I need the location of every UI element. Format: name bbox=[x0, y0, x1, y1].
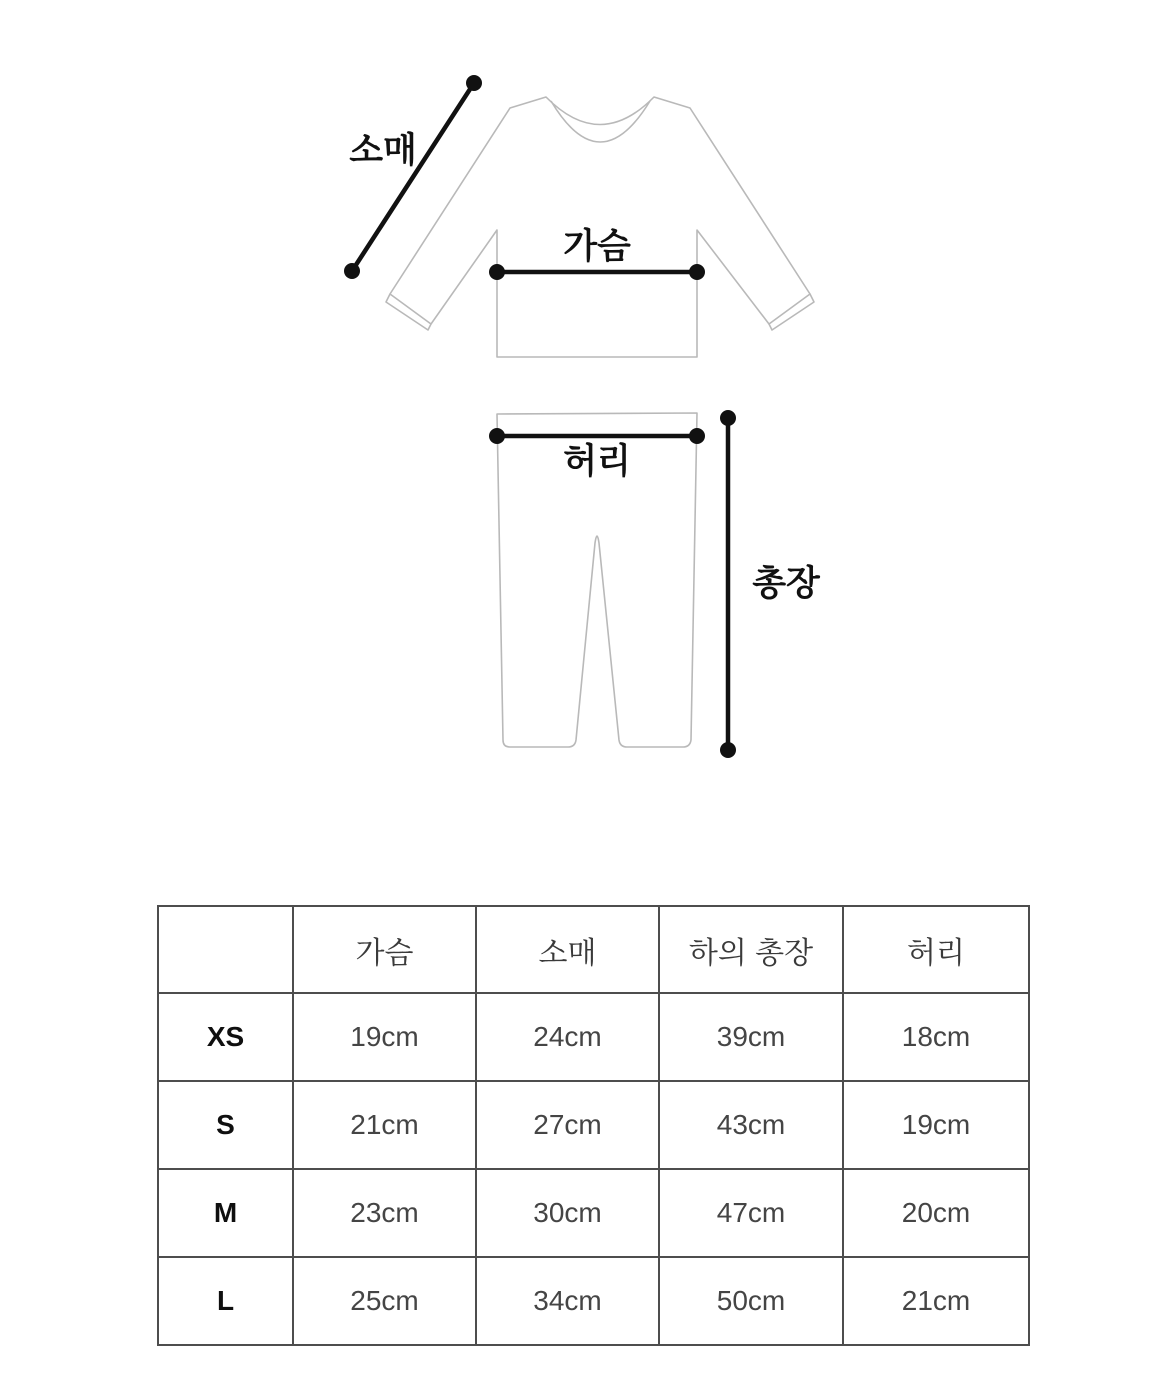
value-cell: 27cm bbox=[476, 1081, 659, 1169]
size-row-xs bbox=[158, 993, 1029, 1081]
value-cell: 39cm bbox=[659, 993, 843, 1081]
pants-diagram bbox=[489, 410, 821, 758]
value-cell: 20cm bbox=[843, 1169, 1029, 1257]
measure-endpoint-dot bbox=[720, 742, 736, 758]
size-label: S bbox=[158, 1081, 293, 1169]
measure-endpoint-dot bbox=[344, 263, 360, 279]
value-cell: 43cm bbox=[659, 1081, 843, 1169]
measure-endpoint-dot bbox=[720, 410, 736, 426]
value-cell: 25cm bbox=[293, 1257, 476, 1345]
value-cell: 50cm bbox=[659, 1257, 843, 1345]
value-cell: 30cm bbox=[476, 1169, 659, 1257]
length-measurement bbox=[720, 410, 821, 758]
value-cell: 21cm bbox=[843, 1257, 1029, 1345]
value-cell: 24cm bbox=[476, 993, 659, 1081]
measure-endpoint-dot bbox=[689, 264, 705, 280]
sleeve-label: 소매 bbox=[349, 131, 417, 170]
header-bottom-length: 하의 총장 bbox=[659, 906, 843, 993]
value-cell: 18cm bbox=[843, 993, 1029, 1081]
value-cell: 34cm bbox=[476, 1257, 659, 1345]
length-label: 총장 bbox=[752, 564, 820, 603]
measure-endpoint-dot bbox=[466, 75, 482, 91]
measure-endpoint-dot bbox=[489, 264, 505, 280]
size-table bbox=[157, 905, 1030, 1346]
size-table-header-row bbox=[158, 906, 1029, 993]
header-chest: 가슴 bbox=[293, 906, 476, 993]
size-row-m bbox=[158, 1169, 1029, 1257]
size-label: L bbox=[158, 1257, 293, 1345]
size-row-l bbox=[158, 1257, 1029, 1345]
size-label: M bbox=[158, 1169, 293, 1257]
measure-endpoint-dot bbox=[689, 428, 705, 444]
waist-label: 허리 bbox=[563, 442, 631, 481]
shirt-diagram bbox=[344, 75, 814, 357]
size-label: XS bbox=[158, 993, 293, 1081]
value-cell: 47cm bbox=[659, 1169, 843, 1257]
value-cell: 23cm bbox=[293, 1169, 476, 1257]
header-sleeve: 소매 bbox=[476, 906, 659, 993]
value-cell: 19cm bbox=[293, 993, 476, 1081]
value-cell: 19cm bbox=[843, 1081, 1029, 1169]
chest-label: 가슴 bbox=[563, 227, 631, 266]
header-empty-cell bbox=[158, 906, 293, 993]
value-cell: 21cm bbox=[293, 1081, 476, 1169]
measure-endpoint-dot bbox=[489, 428, 505, 444]
size-row-s bbox=[158, 1081, 1029, 1169]
header-waist: 허리 bbox=[843, 906, 1029, 993]
